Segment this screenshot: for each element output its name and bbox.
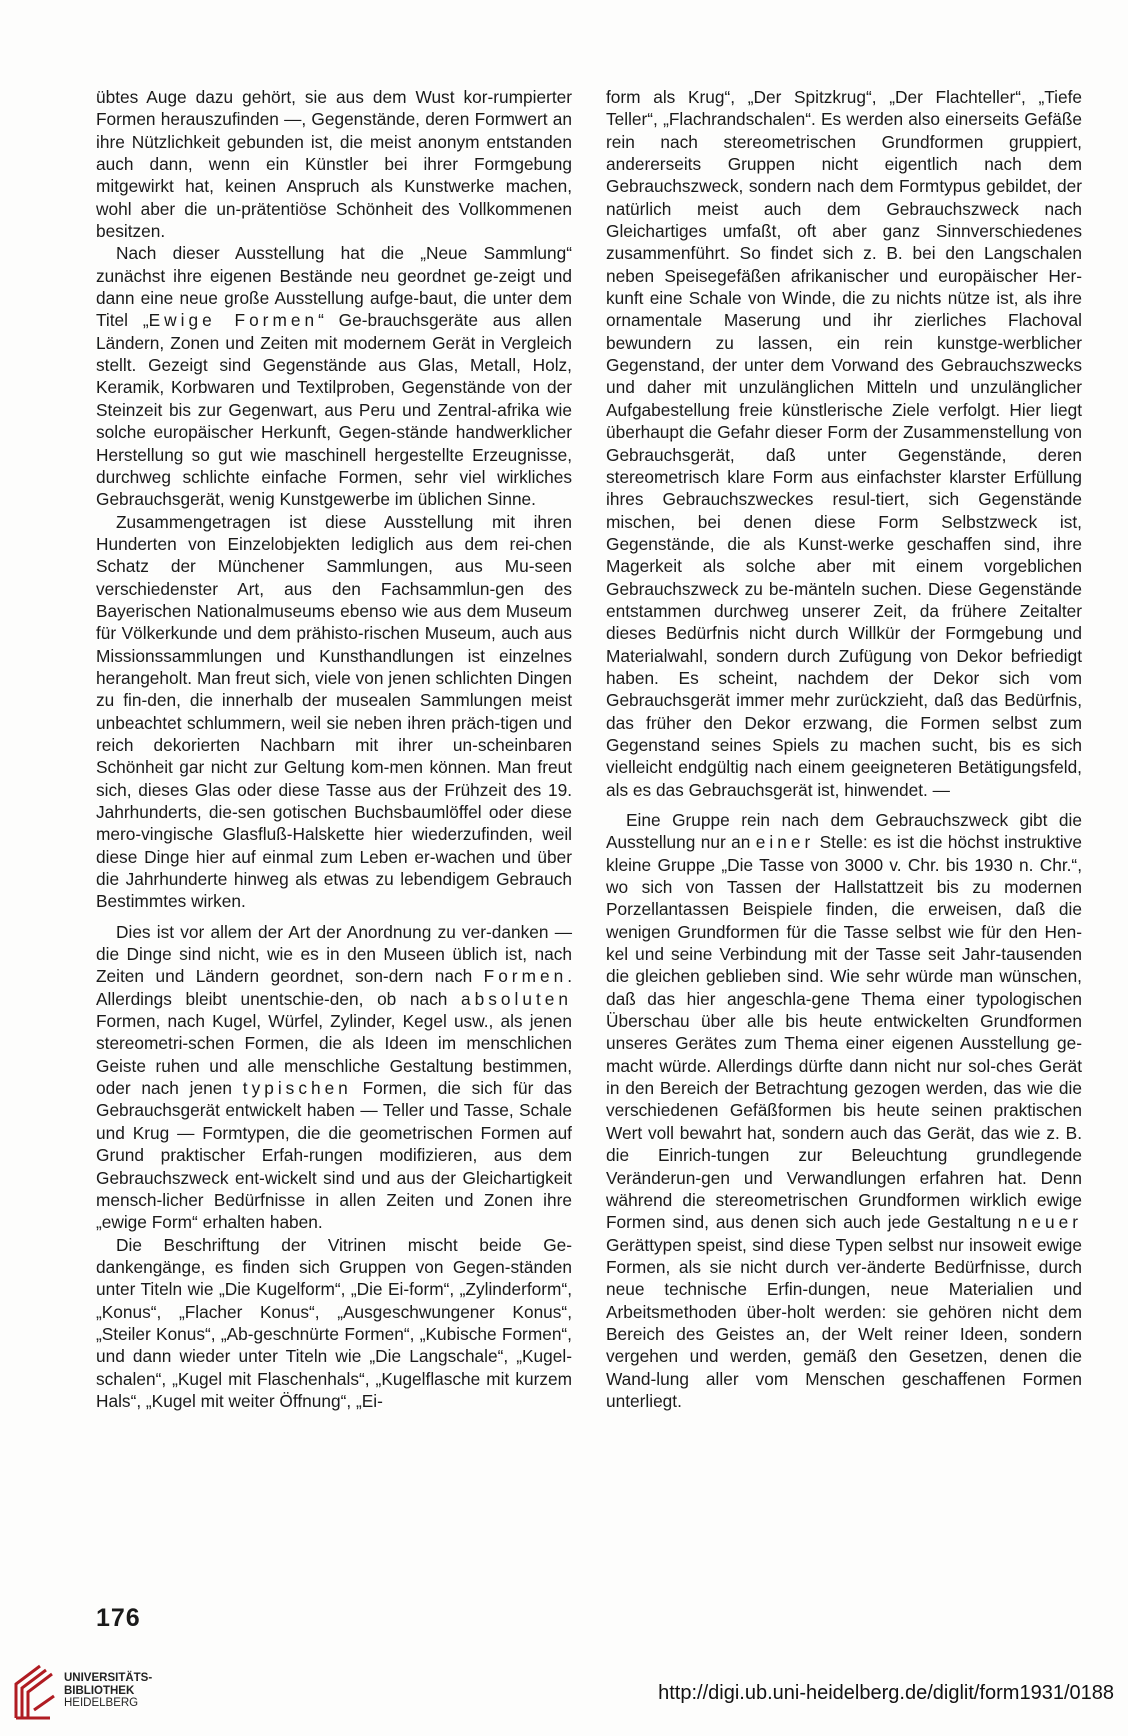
- paragraph: Dies ist vor allem der Art der Anordnung zu ver-danken — die Dinge sind nicht, wie es in den Museen üblich ist, nach Zeiten und Ländern geordnet, son-dern nach Formen. Allerdings bleibt unentschie-den, ob nach absoluten Formen, nach Kugel, Würfel, Zylinder, Kegel usw., als jenen stereometri-schen Formen, die als Ideen im menschlichen Geiste ruhen und alle menschliche Gestaltung bestimmen, oder nach jenen typischen Formen, die sich für das Gebrauchsgerät entwickelt haben — Teller und Tasse, Schale und Krug — Formtypen, die die geometrischen Formen auf Grund praktischer Erfah-rungen modifizieren, aus dem Gebrauchszweck ent-wickelt sind und aus der Gleichartigkeit mensch-licher Bedürfnisse in allen Zeiten und Zonen ihre „ewige Form“ erhalten haben.: [96, 921, 573, 1233]
- paragraph: Die Beschriftung der Vitrinen mischt beide Ge-dankengänge, es finden sich Gruppen von Gegen-ständen unter Titeln wie „Die Kugelform“, „Die Ei-form“, „Zylinderform“, „Konus“, „Flacher Konus“, „Ausgeschwungener Konus“, „Steiler Konus“, „Ab-geschnürte Formen“, „Kubische Formen“, und dann wieder unter Titeln wie „Die Langschale“, „Kugel-schalen“, „Kugel mit Flaschenhals“, „Kugelflasche mit kurzem Hals“, „Kugel mit weiter Öffnung“, „Ei-: [96, 1234, 572, 1411]
- library-logo[interactable]: [10, 1660, 210, 1724]
- logo-strokes: [16, 1666, 54, 1718]
- paragraph: übtes Auge dazu gehört, sie aus dem Wust kor-rumpierter Formen herauszufinden —, Gegenstände, deren Formwert an ihre Nützlichkeit gebunden ist, die meist anonym entstanden auch dann, wenn ein Künstler bei ihrer Formgebung mitgewirkt hat, keinen Anspruch als Kunstwerke machen, wohl aber die un-prätentiöse Schönheit des Vollkommenen besitzen.: [96, 87, 572, 242]
- library-logo-icon: [10, 1660, 62, 1724]
- library-logo-text: UNIVERSITÄTS- BIBLIOTHEK HEIDELBERG: [64, 1672, 153, 1709]
- paragraph: Zusammengetragen ist diese Ausstellung mit ihren Hunderten von Einzelobjekten lediglich aus dem rei-chen Schatz der Münchener Sammlungen, aus Mu-seen verschiedenster Art, aus den Fachsammlun-gen des Bayerischen Nationalmuseums ebenso wie aus dem Museum für Völkerkunde und dem prähisto-rischen Museum, auch aus Missionssammlungen und Kunsthandlungen ist einzelnes herangeholt. Man freut sich, viele von jenen schlichten Dingen zu fin-den, die innerhalb der musealen Sammlungen meist unbeachtet schlummern, weil sie neben ihren präch-tigen und reich dekorierten Nachbarn mit ihrer un-scheinbaren Schönheit gar nicht zur Geltung kom-men können. Man freut sich, dieses Glas oder diese Tasse aus der Frühzeit des 19. Jahrhunderts, die-sen gotischen Buchsbaumlöffel oder diese mero-vingische Glasfluß-Halskette hier wiederzufinden, weil diese Dinge hier auf einmal zum Leben er-wachen und über die Jahrhunderte hinweg als etwas zu lebendigem Gebrauch Bestimmtes wirken.: [96, 511, 572, 912]
- paragraph: form als Krug“, „Der Spitzkrug“, „Der Flachteller“, „Tiefe Teller“, „Flachrandschalen“. Es werden also einerseits Gefäße rein nach stereometrischen Grundformen gruppiert, andererseits Gruppen nicht eigentlich nach dem Gebrauchszweck, sondern nach dem Formtypus gebildet, der natürlich meist auch dem Gebrauchszweck nach Gleichartiges umfaßt, oft aber ganz Sinnverschiedenes zusammenführt. So findet sich z. B. bei den Langschalen neben Speisegefäßen afrikanischer und europäischer Her-kunft eine Schale von Winde, die zu nichts nütze ist, als ihre ornamentale Maserung und ihr zierliches Flachoval bewundern zu lassen, ein rein kunstge-werblicher Gegenstand, der unter dem Vorwand des Gebrauchszwecks und daher mit unzulänglichen Mitteln und unzulänglicher Aufgabestellung freie künstlerische Ziele verfolgt. Hier liegt überhaupt die Gefahr dieser Form der Zusammenstellung von Gebrauchsgerät, daß unter Gegenstände, deren stereometrisch klare Form aus einfachster klarster Erfüllung ihres Gebrauchszweckes resul-tiert, sich Gegenstände mischen, bei denen diese Form Selbstzweck ist, Gegenstände, die als Kunst-werke geschaffen sind, ihre Magerkeit als solche aber mit einem vorgeblichen Gebrauchszweck zu be-mänteln suchen. Diese Gegenstände entstammen durchweg unserer Zeit, da frühere Zeitalter dieses Bedürfnis nicht durch Willkür der Formgebung und Materialwahl, sondern durch Zufügung von Dekor befriedigt haben. Es scheint, nachdem der Dekor sich vom Gebrauchsgerät immer mehr zurückzieht, daß das Bedürfnis, das früher den Dekor erzwang, die Formen selbst zum Gegenstand seines Spiels zu machen sucht, bis es sich vielleicht endgültig nach einem geeigneteren Betätigungsfeld, als es das Gebrauchsgerät ist, hinwendet. —: [606, 87, 1082, 800]
- left-column: [96, 86, 572, 1412]
- spaced-emphasis: neuer: [1017, 1212, 1082, 1233]
- paragraph: Nach dieser Ausstellung hat die „Neue Sammlung“ zunächst ihre eigenen Bestände neu geordnet ge-zeigt und dann eine neue große Ausstellung aufge-baut, die unter dem Titel „Ewige Formen“ Ge-brauchsgeräte aus allen Ländern, Zonen und Zeiten mit modernem Gerät in Vergleich stellt. Gezeigt sind Gegenstände aus Glas, Metall, Holz, Keramik, Korbwaren und Textilproben, Gegenstände von der Steinzeit bis zur Gegenwart, aus Peru und Zentral-afrika wie solche europäischer Herkunft, Gegen-stände handwerklicher Herstellung so gut wie maschinell hergestellte Erzeugnisse, durchweg schlichte einfache Formen, sehr viel wirkliches Gebrauchsgerät, wenig Kunstgewerbe im üblichen Sinne.: [96, 243, 572, 510]
- page-number: 176: [96, 1604, 141, 1632]
- spaced-emphasis: Ewige Formen: [148, 310, 319, 331]
- spaced-emphasis: typischen: [242, 1078, 352, 1099]
- spaced-emphasis: einer: [755, 832, 815, 853]
- spaced-emphasis: absoluten: [461, 988, 572, 1009]
- paragraph: Eine Gruppe rein nach dem Gebrauchszweck gibt die Ausstellung nur an einer Stelle: es ist die höchst instruktive kleine Gruppe „Die Tasse von 3000 v. Chr. bis 1930 n. Chr.“, wo sich von Tassen der Hallstattzeit bis zu modernen Porzellantassen Beispiele finden, die erweisen, daß die wenigen Grundformen für die Tasse selbst wie für den Hen-kel und seine Verbindung mit der Tasse seit Jahr-tausenden die gleichen geblieben sind. Wie sehr würde man wünschen, daß das hier angeschla-gene Thema einer typologischen Überschau über alle bis heute entwickelten Grundformen unseres Gerätes zum Thema einer eigenen Ausstellung ge-macht würde. Allerdings dürfte dann nicht nur sol-ches Gerät in den Bereich der Betrachtung gezogen werden, das wie die verschiedenen Gefäßformen bis heute seinen praktischen Wert voll bewahrt hat, sondern auch das Gerät, das wie z. B. die Einrich-tungen zur Beleuchtung grundlegende Veränderun-gen und Verwandlungen erfahren hat. Denn während die stereometrischen Grundformen wirklich ewige Formen sind, aus denen sich auch jede Gestaltung neuer Gerättypen speist, sind diese Typen selbst nur insoweit ewige Formen, als sie nicht durch ver-änderte Bedürfnisse, durch neue technische Erfin-dungen, neue Materialien und Arbeitsmethoden über-holt werden: sie gehören nicht dem Bereich des Geistes an, der Welt reiner Ideen, sondern vergehen und werden, gemäß den Gesetzen, denen die Wand-lung aller vom Menschen geschaffenen Formen unterliegt.: [606, 810, 1083, 1411]
- spaced-emphasis: Formen: [483, 966, 568, 987]
- right-column: [606, 86, 1082, 1412]
- source-url-link[interactable]: http://digi.ub.uni-heidelberg.de/diglit/form1931/0188: [658, 1682, 1114, 1704]
